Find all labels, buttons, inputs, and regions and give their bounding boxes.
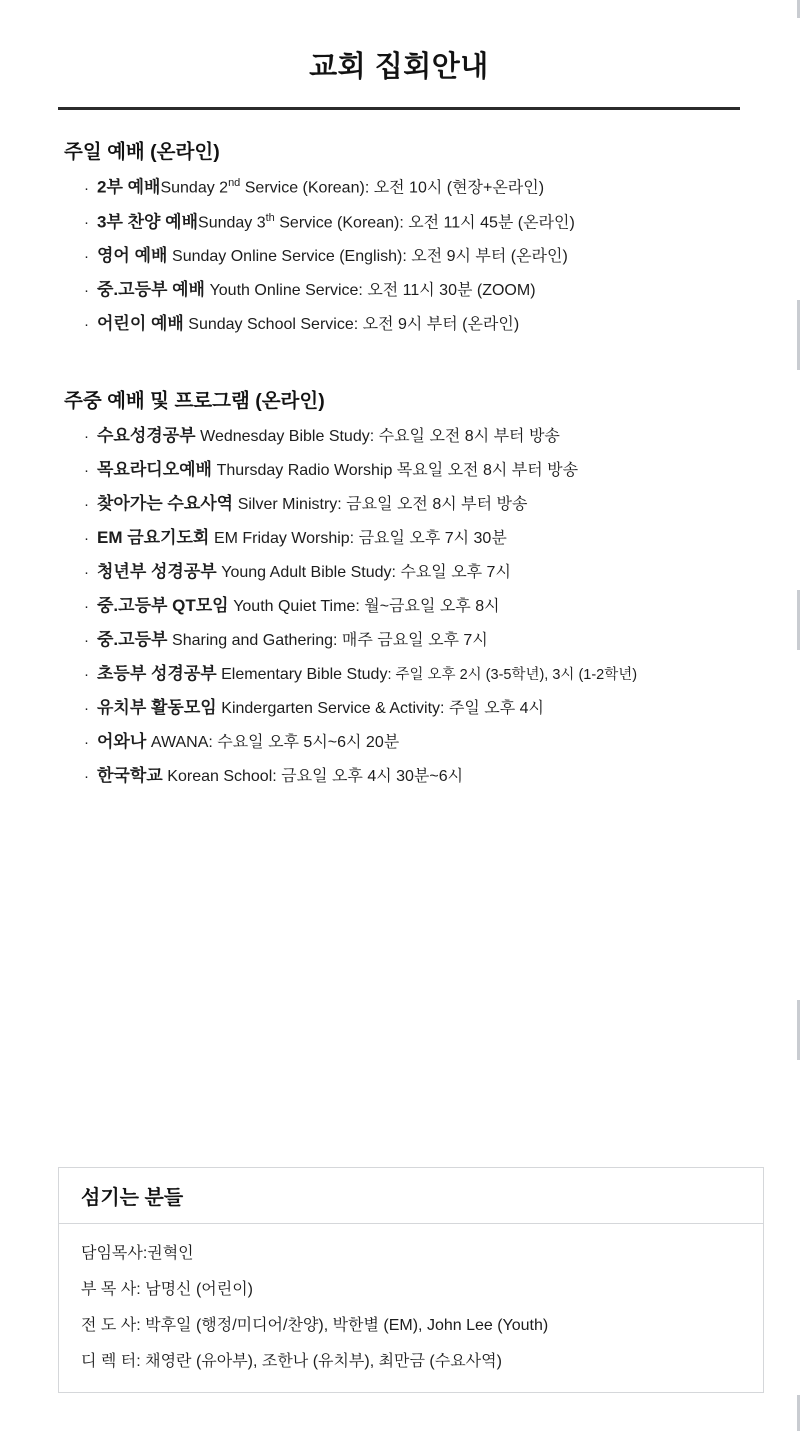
- item-schedule: : 매주 금요일 오후 7시: [333, 632, 488, 649]
- item-korean-name: 수요성경공부: [97, 426, 196, 445]
- item-schedule: : 수요일 오전 8시 부터 방송: [369, 428, 560, 445]
- item-schedule: : 오전 10시 (현장+온라인): [364, 179, 545, 197]
- item-korean-name: 찾아가는 수요사역: [97, 494, 234, 513]
- list-item: [84, 487, 740, 521]
- bullet-icon: ·: [84, 530, 89, 547]
- bullet-icon: ·: [84, 282, 89, 299]
- item-english-name: Korean School: [167, 768, 273, 785]
- title-divider: [58, 107, 740, 110]
- item-korean-name: 중.고등부 QT모임: [97, 596, 229, 615]
- item-korean-name: 3부 찬양 예배: [97, 212, 199, 231]
- item-ordinal-suffix: th: [265, 211, 275, 224]
- list-item: [84, 273, 740, 307]
- item-korean-name: 유치부 활동모임: [97, 698, 217, 717]
- item-schedule: : 오전 9시 부터 (온라인): [402, 248, 568, 265]
- item-schedule: : 수요일 오후 7시: [391, 564, 511, 581]
- bullet-icon: ·: [84, 462, 89, 479]
- bullet-icon: ·: [84, 214, 89, 231]
- item-english-name-2: Service (Korean): [240, 179, 365, 197]
- item-english-name: Wednesday Bible Study: [200, 428, 370, 445]
- serving-members-heading: 섬기는 분들: [59, 1168, 763, 1224]
- bullet-icon: ·: [84, 496, 89, 513]
- bullet-icon: ·: [84, 248, 89, 265]
- item-english-name: Youth Online Service: [209, 282, 359, 299]
- item-english-name: Kindergarten Service & Activity: [221, 700, 441, 717]
- item-korean-name: 중.고등부 예배: [97, 280, 205, 299]
- list-item: [84, 725, 740, 759]
- item-ordinal-suffix: nd: [228, 177, 241, 189]
- item-english-name: Sunday Online Service (English): [172, 248, 403, 265]
- list-item: [84, 759, 740, 793]
- bullet-icon: ·: [84, 598, 89, 615]
- item-schedule: : 월~금요일 오후 8시: [355, 598, 500, 615]
- list-item: [84, 170, 740, 205]
- list-item: [84, 589, 740, 623]
- item-english-name: AWANA: [150, 734, 209, 751]
- bullet-icon: ·: [84, 428, 89, 445]
- list-item: [84, 307, 740, 341]
- item-korean-name: 초등부 성경공부: [97, 664, 217, 683]
- item-schedule: : 오전 11시 45분 (온라인): [399, 214, 575, 231]
- serving-members-panel: [58, 1167, 764, 1393]
- section-heading: 주중 예배 및 프로그램 (온라인): [64, 390, 325, 412]
- item-english-name: Sunday 3: [198, 214, 266, 231]
- section-heading: 주일 예배 (온라인): [64, 141, 220, 163]
- section-sunday-services: [58, 136, 740, 341]
- item-english-name: Young Adult Bible Study: [221, 564, 392, 581]
- item-korean-name: 영어 예배: [97, 246, 168, 265]
- list-item: [84, 205, 740, 240]
- section-weekday-programs: [58, 385, 740, 793]
- bullet-icon: ·: [84, 666, 89, 683]
- bullet-icon: ·: [84, 734, 89, 751]
- list-item: [84, 691, 740, 725]
- item-english-name: Sunday School Service: [183, 316, 354, 333]
- item-korean-name: 어와나: [97, 732, 147, 751]
- item-english-name: Silver Ministry: [237, 496, 338, 513]
- list-item: 전 도 사: 박후일 (행정/미디어/찬양), 박한별 (EM), John Lee (Youth): [81, 1317, 549, 1334]
- item-korean-name: 청년부 성경공부: [97, 562, 217, 581]
- list-item: [84, 419, 740, 453]
- weekday-program-list: [58, 419, 740, 793]
- bullet-icon: ·: [84, 700, 89, 717]
- item-korean-name: 어린이 예배: [97, 314, 184, 333]
- bullet-icon: ·: [84, 316, 89, 333]
- item-schedule: : 수요일 오후 5시~6시 20분: [208, 734, 400, 751]
- item-korean-name: 한국학교: [97, 766, 163, 785]
- item-schedule: : 금요일 오전 8시 부터 방송: [337, 496, 528, 513]
- item-korean-name: 2부 예배: [97, 177, 161, 197]
- item-schedule: : 금요일 오후 4시 30분~6시: [272, 768, 464, 785]
- bullet-icon: ·: [84, 768, 89, 785]
- item-korean-name: 목요라디오예배: [97, 460, 212, 479]
- list-item: [84, 657, 740, 691]
- list-item: [84, 521, 740, 555]
- item-english-name: Elementary Bible Study: [216, 666, 388, 683]
- item-english-name: EM Friday Worship: [213, 530, 350, 547]
- item-english-name: Sunday 2: [160, 179, 229, 197]
- bullet-icon: ·: [84, 564, 89, 581]
- bullet-icon: ·: [84, 179, 89, 197]
- page-title: 교회 집회안내: [309, 51, 489, 83]
- item-korean-name: EM 금요기도회: [97, 528, 210, 547]
- item-schedule: : 금요일 오후 7시 30분: [349, 530, 507, 547]
- item-schedule: : 주일 오후 4시: [440, 700, 545, 717]
- item-english-name: Sharing and Gathering: [172, 632, 334, 649]
- list-item: [84, 453, 740, 487]
- page-edge: [796, 0, 800, 1431]
- bullet-icon: ·: [84, 632, 89, 649]
- item-schedule: 목요일 오전 8시 부터 방송: [392, 462, 579, 479]
- list-item: 디 렉 터: 채영란 (유아부), 조한나 (유치부), 최만금 (수요사역): [81, 1353, 502, 1370]
- item-english-name-2: Service (Korean): [274, 214, 400, 231]
- list-item: [84, 555, 740, 589]
- sunday-service-list: [58, 170, 740, 341]
- list-item: 담임목사:권혁인: [81, 1245, 194, 1262]
- item-schedule: : 주일 오후 2시 (3-5학년), 3시 (1-2학년): [387, 667, 638, 683]
- list-item: 부 목 사: 남명신 (어린이): [81, 1281, 253, 1298]
- serving-members-list: [59, 1224, 763, 1392]
- item-korean-name: 중.고등부: [97, 630, 168, 649]
- list-item: [84, 623, 740, 657]
- item-schedule: : 오전 9시 부터 (온라인): [353, 316, 520, 333]
- item-english-name: Thursday Radio Worship: [216, 462, 393, 479]
- list-item: [84, 239, 740, 273]
- item-english-name: Youth Quiet Time: [233, 598, 356, 615]
- item-schedule: : 오전 11시 30분 (ZOOM): [358, 282, 536, 299]
